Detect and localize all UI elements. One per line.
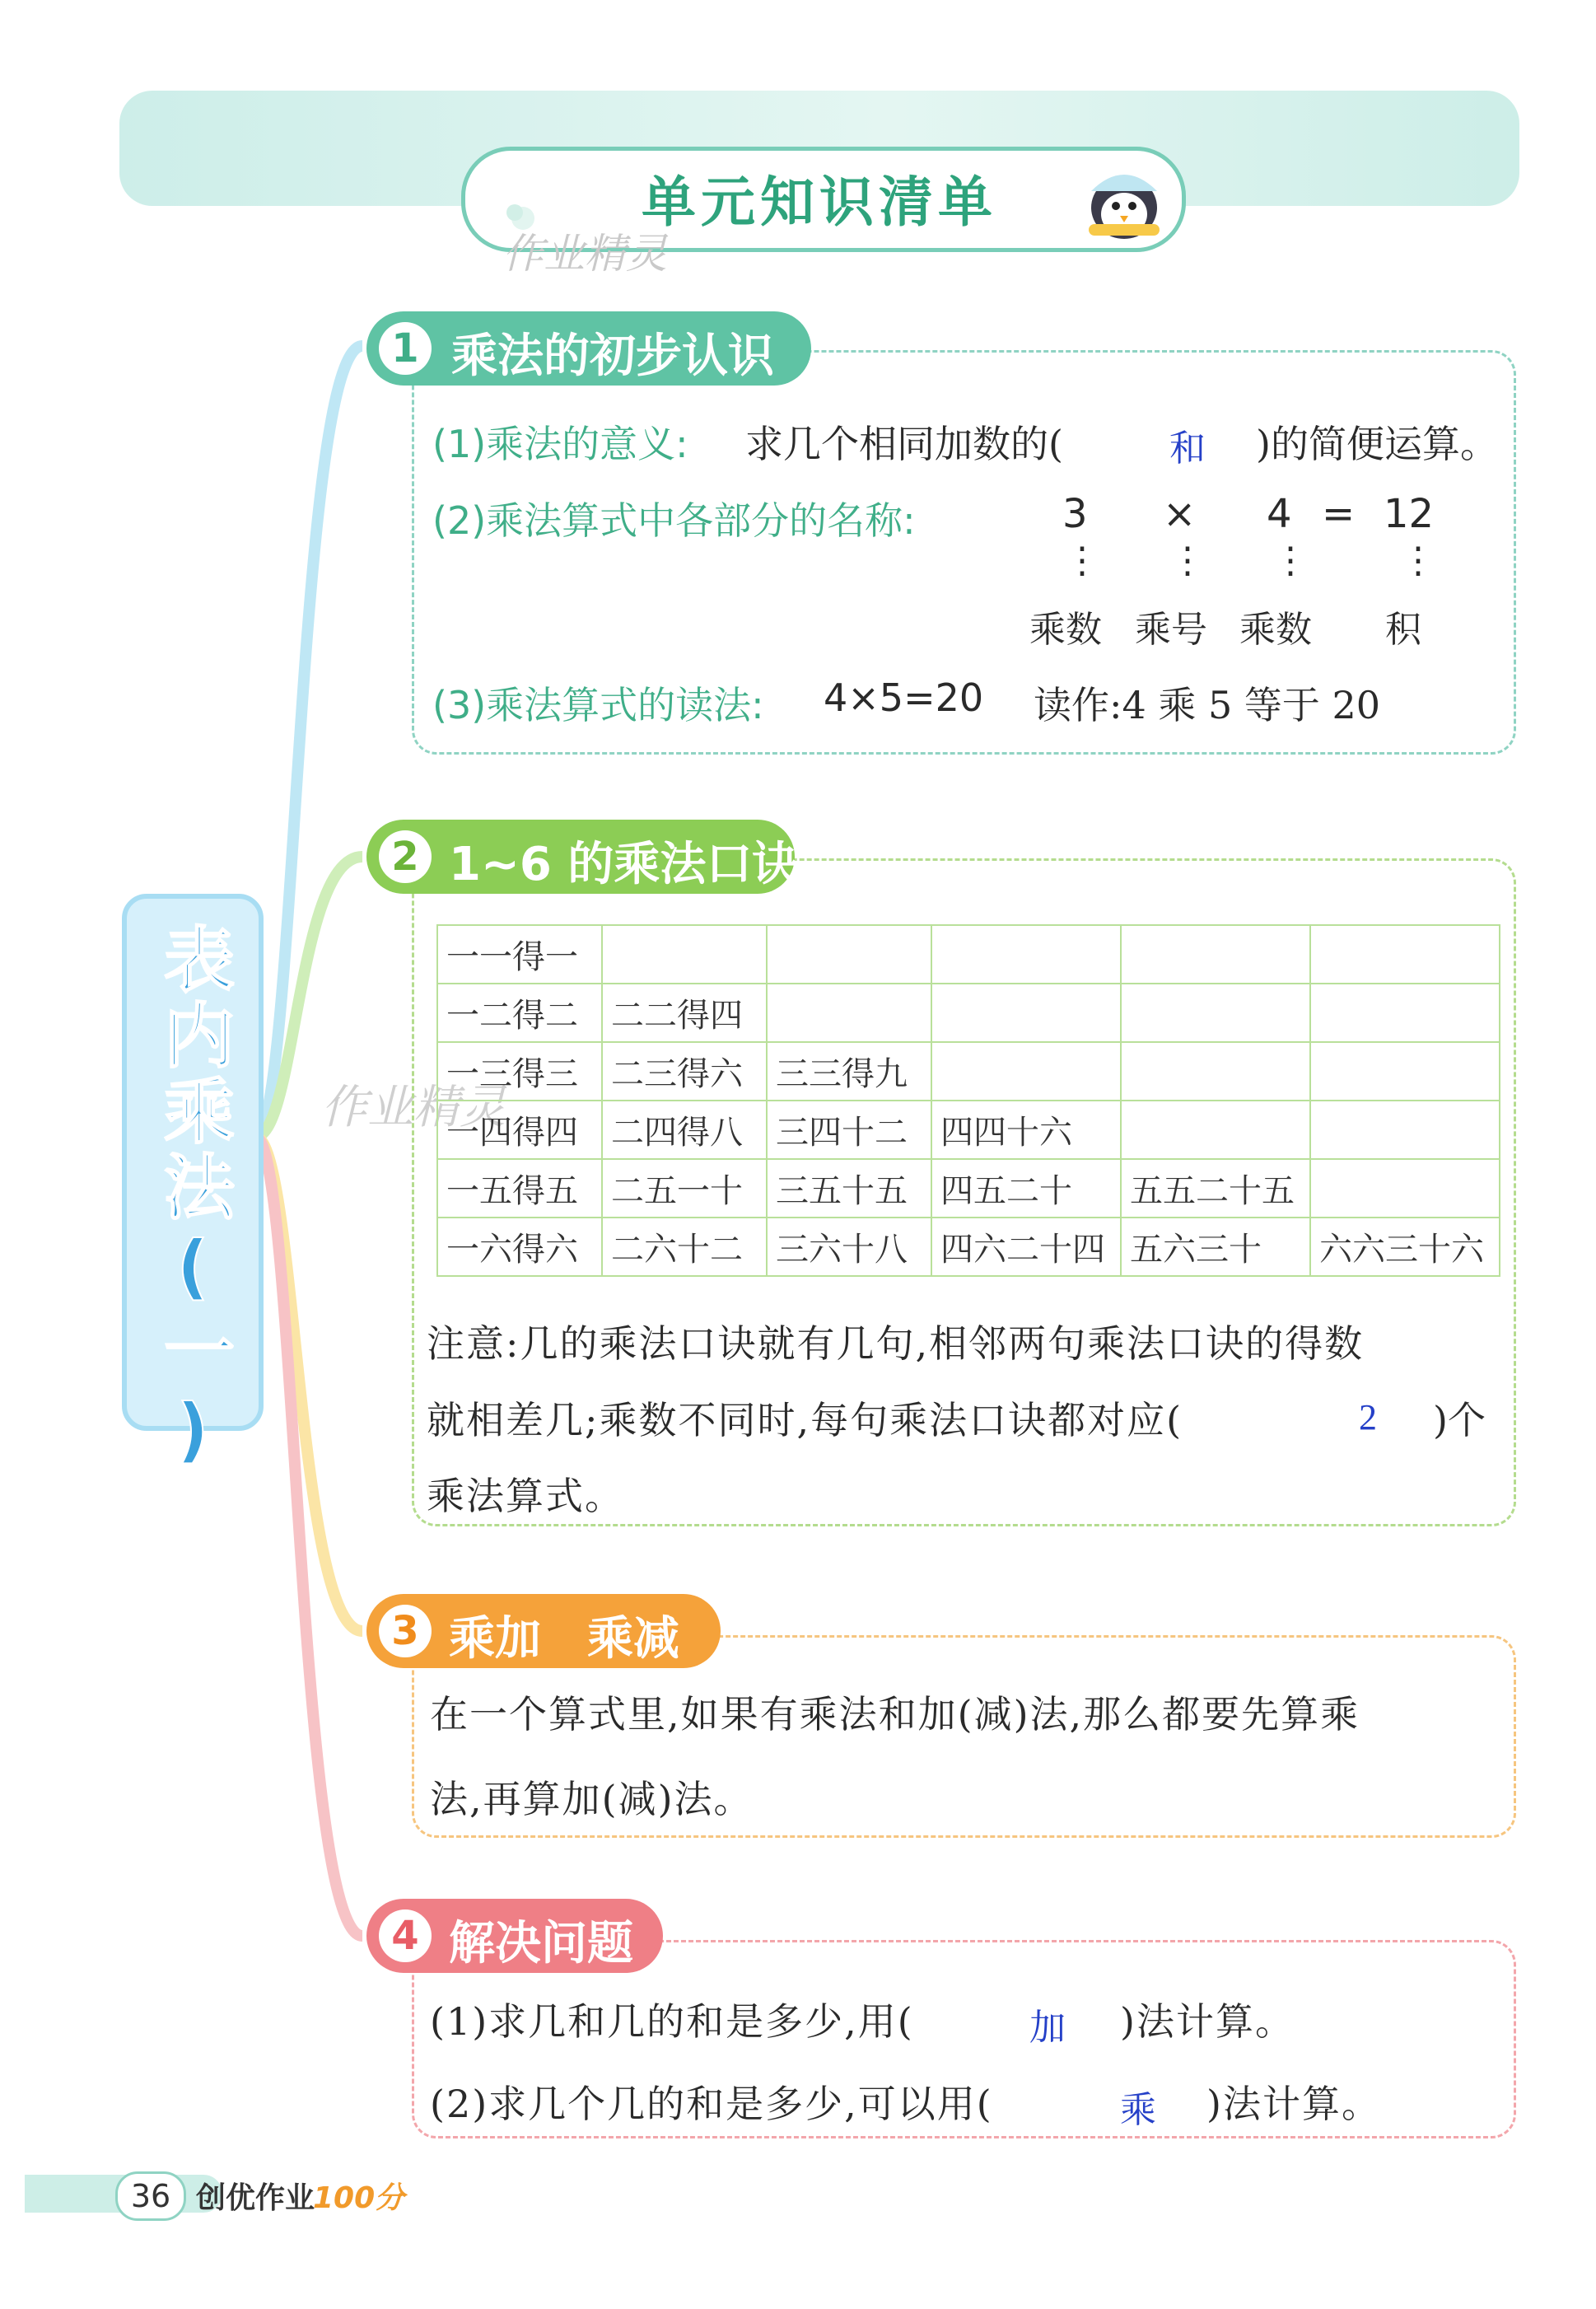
section2-number: 2 (379, 830, 432, 883)
page-number: 36 (115, 2171, 186, 2221)
table-cell: 三四十二 (767, 1101, 931, 1159)
watermark: 作业精灵 (502, 230, 667, 278)
s3-line1: 在一个算式里,如果有乘法和加(减)法,那么都要先算乘 (430, 1692, 1360, 1736)
s1-line1-answer: 和 (1169, 428, 1206, 469)
s4-line2-b: )法计算。 (1206, 2082, 1381, 2126)
table-cell: 三六十八 (767, 1218, 931, 1276)
table-cell: 一五得五 (437, 1159, 602, 1218)
section1-title: 乘法的初步认识 (451, 330, 774, 383)
table-cell: 四四十六 (931, 1101, 1121, 1159)
table-cell: 二五一十 (602, 1159, 767, 1218)
table-cell (1121, 1042, 1310, 1101)
page-title: 单元知识清单 (642, 171, 997, 234)
table-cell: 一二得二 (437, 984, 602, 1042)
table-cell (602, 925, 767, 984)
table-cell (1310, 984, 1500, 1042)
s2-note-line3: 乘法算式。 (427, 1474, 624, 1518)
eq-factor-a: 3 (1062, 491, 1088, 537)
table-row (437, 1042, 1500, 1101)
table-cell (767, 984, 931, 1042)
table-cell: 一四得四 (437, 1101, 602, 1159)
eq-factor-b: 4 (1267, 491, 1292, 537)
table-cell (1121, 984, 1310, 1042)
section3-title: 乘加 乘减 (449, 1612, 679, 1666)
table-cell (767, 925, 931, 984)
section3-number: 3 (379, 1605, 432, 1657)
eq-product: 12 (1384, 491, 1435, 537)
table-cell: 三五十五 (767, 1159, 931, 1218)
table-row (437, 984, 1500, 1042)
section2-title: 1~6 的乘法口诀 (449, 838, 799, 891)
section4-title: 解决问题 (449, 1917, 633, 1970)
multiplication-table (436, 924, 1500, 1277)
table-cell: 四五二十 (931, 1159, 1121, 1218)
table-cell (1310, 1101, 1500, 1159)
watermark: 作业精灵 (321, 1081, 506, 1134)
table-row (437, 925, 1500, 984)
s4-line1-a: (1)求几和几的和是多少,用( (430, 1999, 914, 2044)
table-cell (1310, 1042, 1500, 1101)
table-cell: 二六十二 (602, 1218, 767, 1276)
table-cell (1310, 1159, 1500, 1218)
penguin-mascot-icon (1071, 158, 1178, 249)
s1-line1-text-b: )的简便运算。 (1256, 422, 1498, 466)
table-cell: 二三得六 (602, 1042, 767, 1101)
table-cell: 一一得一 (437, 925, 602, 984)
s1-line1-text-a: 求几个相同加数的( (745, 422, 1063, 466)
name-product: 积 (1385, 609, 1421, 651)
table-cell: 一三得三 (437, 1042, 602, 1101)
s3-line2: 法,再算加(减)法。 (430, 1777, 754, 1821)
s2-note-line1: 注意:几的乘法口诀就有几句,相邻两句乘法口诀的得数 (427, 1321, 1365, 1366)
dots-c: ⋮ (1400, 540, 1436, 582)
table-cell: 五六三十 (1121, 1218, 1310, 1276)
name-factor-a: 乘数 (1029, 609, 1102, 651)
eq-equals: = (1322, 491, 1356, 537)
chapter-title: 表内乘法(一) (152, 923, 234, 1476)
table-cell: 四六二十四 (931, 1218, 1121, 1276)
s1-line1-label: (1)乘法的意义: (432, 422, 688, 466)
s2-note-line2-a: 就相差几;乘数不同时,每句乘法口诀都对应( (427, 1398, 1183, 1442)
table-cell (1121, 1101, 1310, 1159)
mindmap-connectors (247, 313, 379, 1993)
dots-a: ⋮ (1064, 540, 1100, 582)
table-cell (931, 1042, 1121, 1101)
dots-op: ⋮ (1169, 540, 1206, 582)
table-cell: 三三得九 (767, 1042, 931, 1101)
table-cell (1310, 925, 1500, 984)
s4-line1-answer: 加 (1029, 2008, 1066, 2048)
table-cell: 六六三十六 (1310, 1218, 1500, 1276)
name-times: 乘号 (1135, 609, 1207, 651)
brand-name: 创优作业 (196, 2181, 315, 2215)
table-row (437, 1218, 1500, 1276)
table-cell (931, 925, 1121, 984)
table-cell: 二二得四 (602, 984, 767, 1042)
table-row (437, 1101, 1500, 1159)
table-cell (931, 984, 1121, 1042)
s4-line1-b: )法计算。 (1120, 1999, 1295, 2044)
section1-number: 1 (379, 322, 432, 375)
s2-note-answer: 2 (1359, 1397, 1377, 1437)
s1-line3-read: 读作:4 乘 5 等于 20 (1034, 683, 1381, 727)
table-cell (1121, 925, 1310, 984)
dots-b: ⋮ (1272, 540, 1309, 582)
s4-line2-a: (2)求几个几的和是多少,可以用( (430, 2082, 993, 2126)
table-cell: 一六得六 (437, 1218, 602, 1276)
table-cell: 五五二十五 (1121, 1159, 1310, 1218)
name-factor-b: 乘数 (1239, 609, 1312, 651)
eq-times: × (1163, 491, 1197, 537)
s4-line2-answer: 乘 (1120, 2090, 1156, 2130)
brand-score: 100分 (313, 2181, 405, 2215)
table-row (437, 1159, 1500, 1218)
s2-note-line2-b: )个 (1433, 1398, 1486, 1442)
table-cell: 二四得八 (602, 1101, 767, 1159)
s1-line2-label: (2)乘法算式中各部分的名称: (432, 498, 916, 543)
s1-line3-formula: 4×5=20 (824, 675, 984, 720)
s1-line3-label: (3)乘法算式的读法: (432, 683, 764, 727)
section4-number: 4 (379, 1909, 432, 1962)
